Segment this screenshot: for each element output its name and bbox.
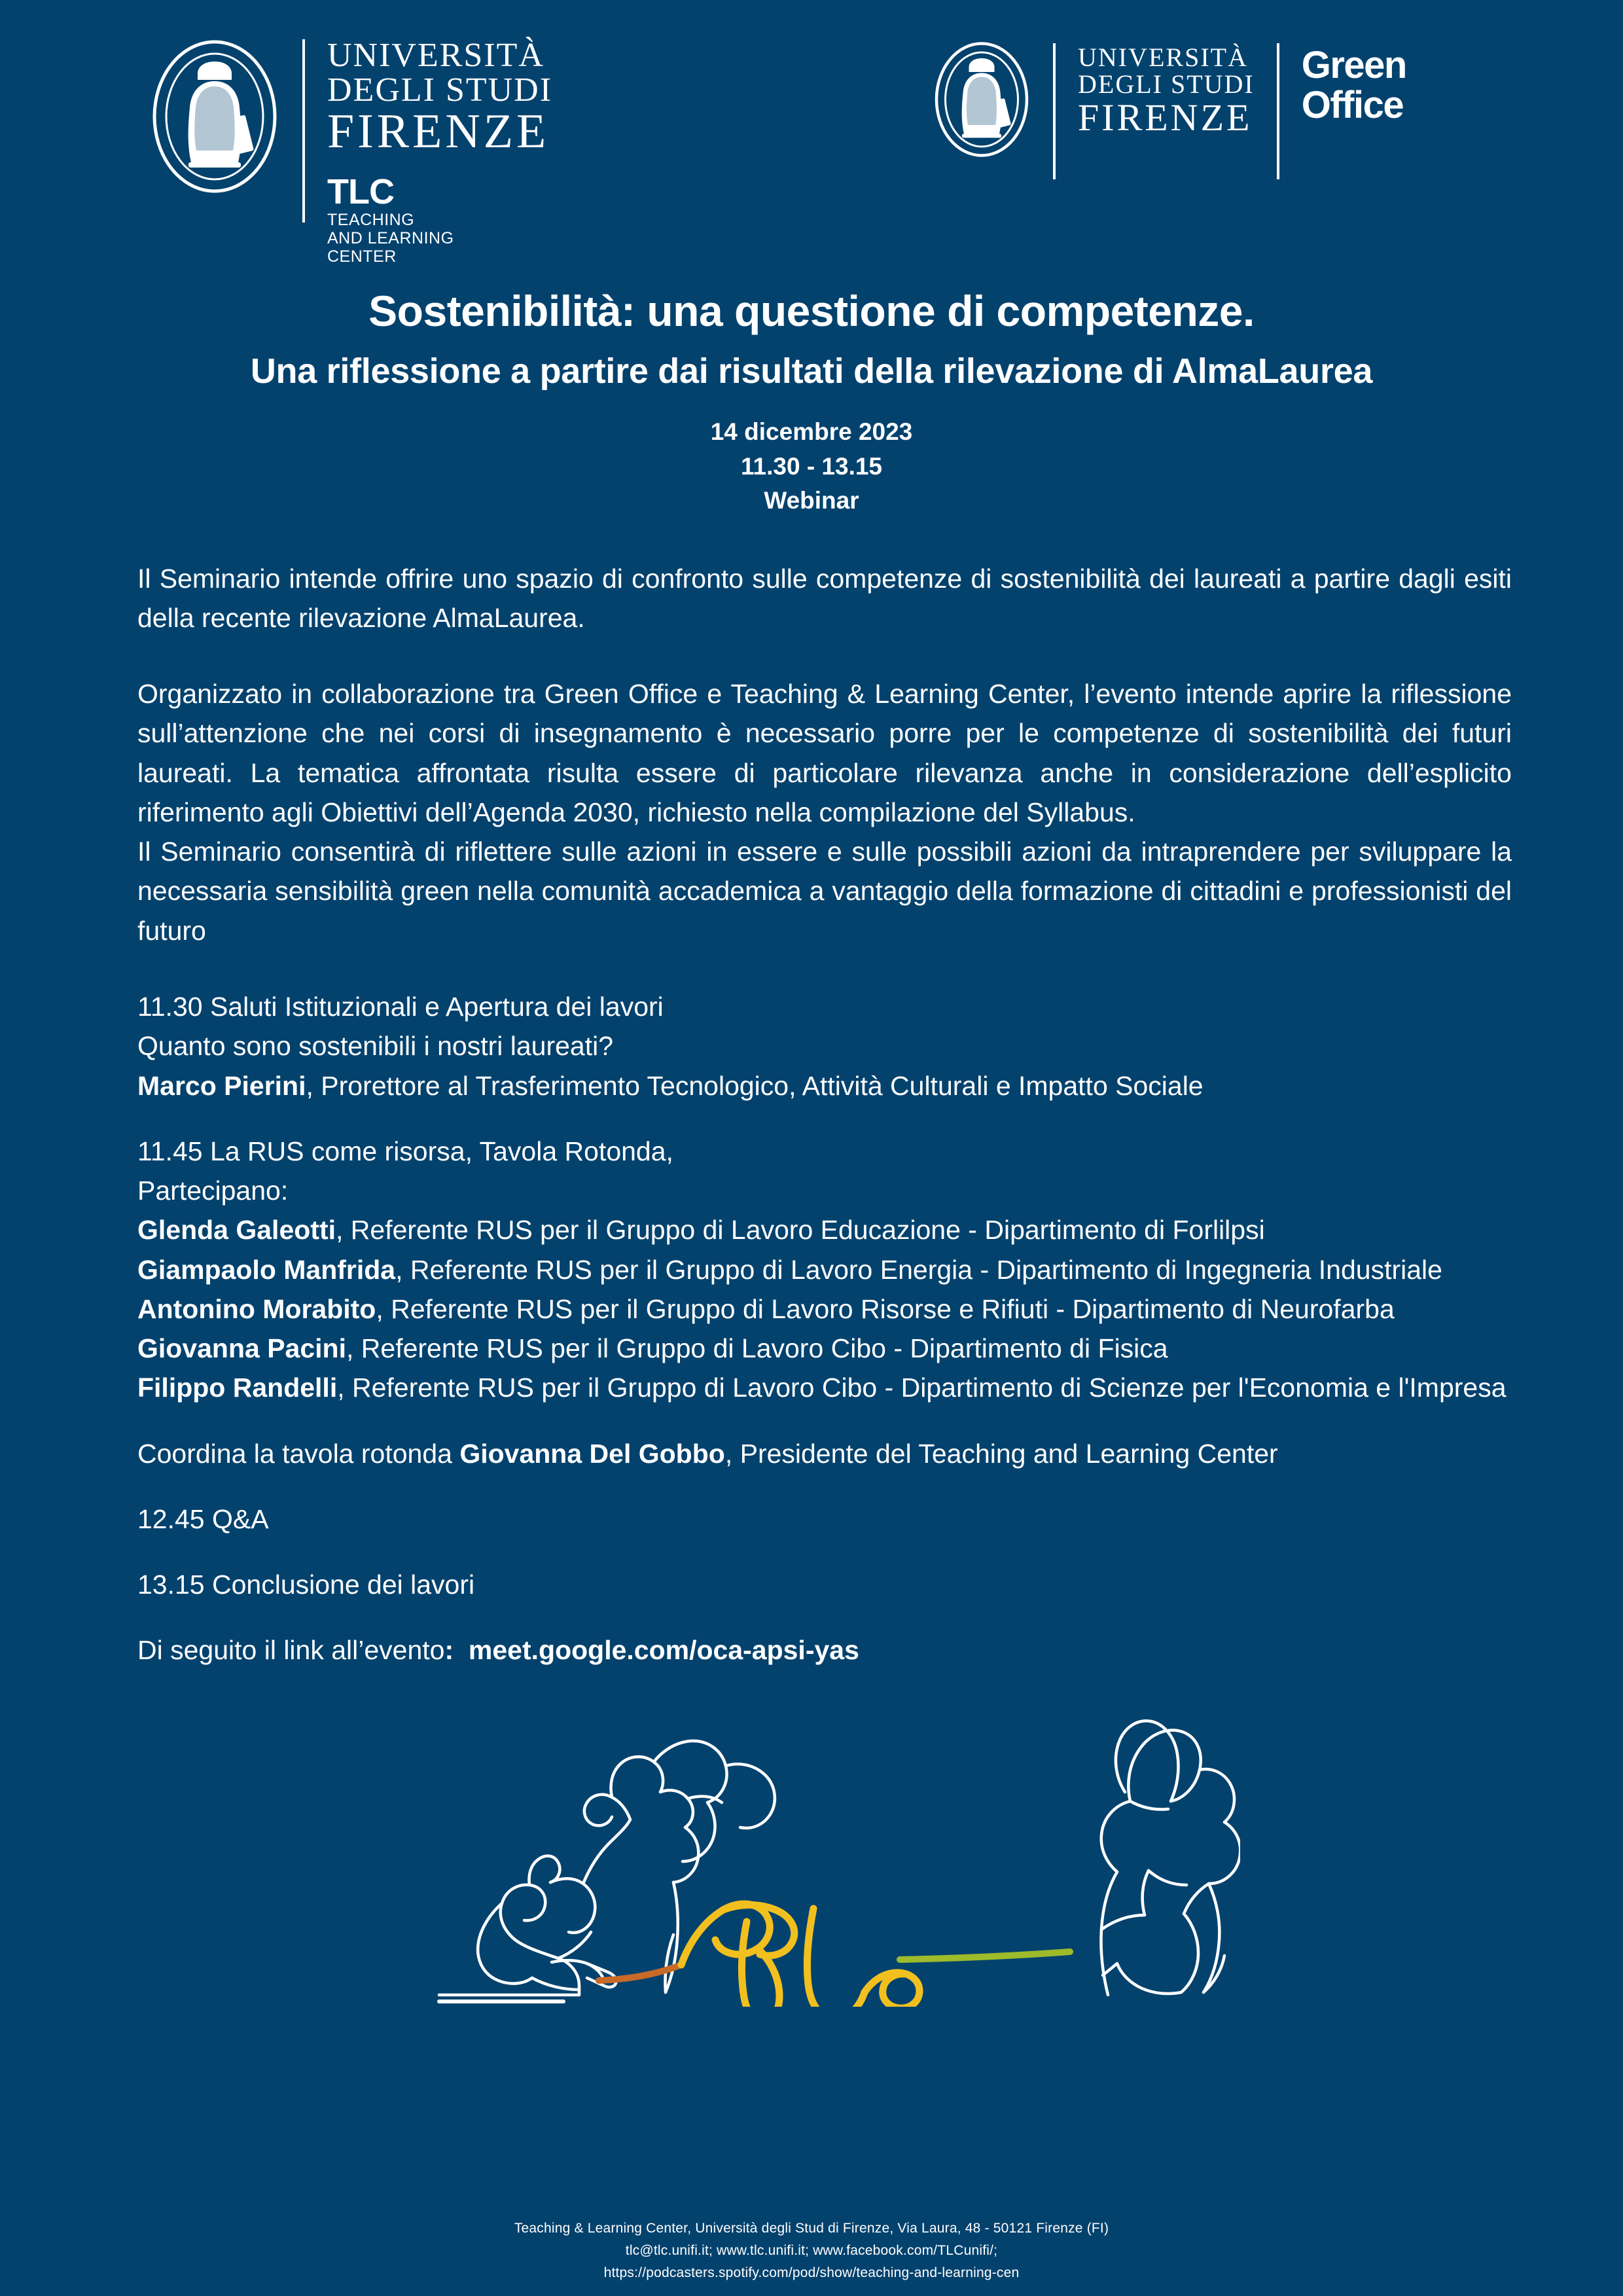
panelist-name: Giampaolo Manfrida — [137, 1254, 396, 1285]
event-date: 14 dicembre 2023 — [710, 418, 913, 446]
speaker-role: , Prorettore al Trasferimento Tecnologico, Attività Culturali e Impatto Sociale — [306, 1070, 1204, 1101]
tlc-fullname-line2: AND LEARNING — [327, 228, 454, 247]
footer-podcast-url[interactable]: https://podcasters.spotify.com/pod/show/teaching-and-learning-cen — [603, 2265, 1020, 2280]
tlc-abbreviation: TLC — [327, 171, 394, 211]
panelist-row — [137, 1368, 1512, 1407]
poster-footer — [0, 2217, 1623, 2284]
unifi-wordmark-line3: FIRENZE — [327, 105, 550, 159]
logo-divider — [1277, 43, 1279, 179]
go-unifi-line1: UNIVERSITÀ — [1078, 43, 1248, 72]
speaker-name: Marco Pierini — [137, 1070, 306, 1101]
coordinator-line — [137, 1434, 1512, 1473]
event-meta — [0, 415, 1623, 518]
slot1-line2: Quanto sono sostenibili i nostri laureati? — [137, 1031, 614, 1062]
title-zone — [0, 287, 1623, 518]
tlc-line-art-illustration — [0, 1699, 1623, 2007]
slot2-line2: Partecipano: — [137, 1175, 289, 1206]
poster-body — [111, 559, 1512, 1670]
event-format: Webinar — [764, 487, 859, 514]
slot1-line1: 11.30 Saluti Istituzionali e Apertura dei lavori — [137, 992, 664, 1022]
event-link-separator: : — [444, 1635, 454, 1666]
programme-slot-2 — [137, 1132, 1512, 1408]
event-link-label: Di seguito il link all’evento — [137, 1635, 445, 1666]
unifi-tlc-logo-lockup — [149, 38, 552, 266]
footer-contacts[interactable]: tlc@tlc.unifi.it; www.tlc.unifi.it; www.facebook.com/TLCunifi/; — [625, 2242, 998, 2258]
page-title: Sostenibilità: una questione di competenze. — [368, 287, 1255, 335]
go-unifi-line3: FIRENZE — [1078, 96, 1253, 139]
tlc-fullname-line3: CENTER — [327, 247, 397, 266]
unifi-wordmark-line1: UNIVERSITÀ — [327, 37, 544, 74]
panelist-row — [137, 1329, 1512, 1368]
unifi-crest-icon — [933, 41, 1031, 158]
slot2-line1: 11.45 La RUS come risorsa, Tavola Rotonda, — [137, 1136, 673, 1166]
green-office-logo-lockup — [933, 41, 1406, 179]
programme-slot-3: 12.45 Q&A — [137, 1503, 269, 1534]
green-office-line1: Green — [1301, 44, 1406, 86]
page-subtitle: Una riflessione a partire dai risultati della rilevazione di AlmaLaurea — [250, 351, 1373, 391]
paragraph-3: Il Seminario consentirà di riflettere sulle azioni in essere e sulle possibili azioni da intraprendere per sviluppare la necessaria sensibilità green nella comunità accademica a vantaggio della formazione di cittadini e professionisti del futuro — [137, 836, 1512, 946]
coordinator-name: Giovanna Del Gobbo — [459, 1438, 725, 1469]
footer-address: Teaching & Learning Center, Università degli Stud di Firenze, Via Laura, 48 - 50121 Firenze (FI) — [514, 2220, 1109, 2236]
panelist-role: , Referente RUS per il Gruppo di Lavoro Cibo - Dipartimento di Scienze per l'Economia e l'Impresa — [337, 1372, 1507, 1403]
panelist-row — [137, 1210, 1512, 1249]
unifi-crest-icon — [149, 38, 280, 195]
event-link-line — [137, 1630, 1512, 1670]
panelist-role: , Referente RUS per il Gruppo di Lavoro Educazione - Dipartimento di Forlilpsi — [336, 1215, 1265, 1246]
panelist-row — [137, 1250, 1512, 1289]
panelist-role: , Referente RUS per il Gruppo di Lavoro Energia - Dipartimento di Ingegneria Industriale — [395, 1254, 1442, 1285]
intro-paragraph: Il Seminario intende offrire uno spazio di confronto sulle competenze di sostenibilità dei laureati a partire dagli esiti della recente rilevazione AlmaLaurea. — [137, 563, 1512, 633]
slot1-speaker — [137, 1066, 1512, 1105]
panelist-name: Giovanna Pacini — [137, 1333, 346, 1364]
event-link-url[interactable]: meet.google.com/oca-apsi-yas — [468, 1635, 859, 1666]
programme-slot-1 — [137, 987, 1512, 1105]
green-office-unifi-wordmark — [1078, 45, 1255, 137]
paragraph-2: Organizzato in collaborazione tra Green Office e Teaching & Learning Center, l’evento intende aprire la riflessione sull’attenzione che nei corsi di insegnamento è necessario porre per le competenze di sostenibilità dei futuri laureati. La tematica affrontata risulta essere di particolare rilevanza anche in considerazione dell’esplicito riferimento agli Obiettivi dell’Agenda 2030, richiesto nella compilazione del Syllabus. — [137, 679, 1512, 827]
green-office-line2: Office — [1301, 83, 1404, 126]
tlc-script-lettering — [681, 1904, 919, 2007]
panelist-name: Filippo Randelli — [137, 1372, 338, 1403]
unifi-wordmark-line2: DEGLI STUDI — [327, 71, 553, 109]
panelist-name: Antonino Morabito — [137, 1293, 376, 1324]
panelist-role: , Referente RUS per il Gruppo di Lavoro Risorse e Rifiuti - Dipartimento di Neurofarba — [376, 1293, 1395, 1324]
panelist-role: , Referente RUS per il Gruppo di Lavoro Cibo - Dipartimento di Fisica — [346, 1333, 1168, 1364]
green-office-wordmark — [1302, 46, 1406, 126]
coordinator-suffix: , Presidente del Teaching and Learning Center — [724, 1438, 1278, 1469]
event-time: 11.30 - 13.15 — [740, 452, 883, 480]
go-unifi-line2: DEGLI STUDI — [1078, 69, 1255, 99]
tlc-line-art-svg — [383, 1699, 1240, 2007]
poster-header — [0, 0, 1623, 275]
tlc-fullname-line1: TEACHING — [327, 210, 415, 229]
coordinator-prefix: Coordina la tavola rotonda — [137, 1438, 460, 1469]
tlc-logo-block — [327, 171, 552, 266]
logo-divider — [302, 39, 305, 223]
panelist-name: Glenda Galeotti — [137, 1215, 336, 1246]
panelist-row — [137, 1289, 1512, 1329]
logo-divider — [1053, 43, 1056, 179]
unifi-wordmark-block — [327, 38, 552, 266]
programme-slot-4: 13.15 Conclusione dei lavori — [137, 1570, 475, 1600]
green-stroke — [900, 1952, 1070, 1960]
